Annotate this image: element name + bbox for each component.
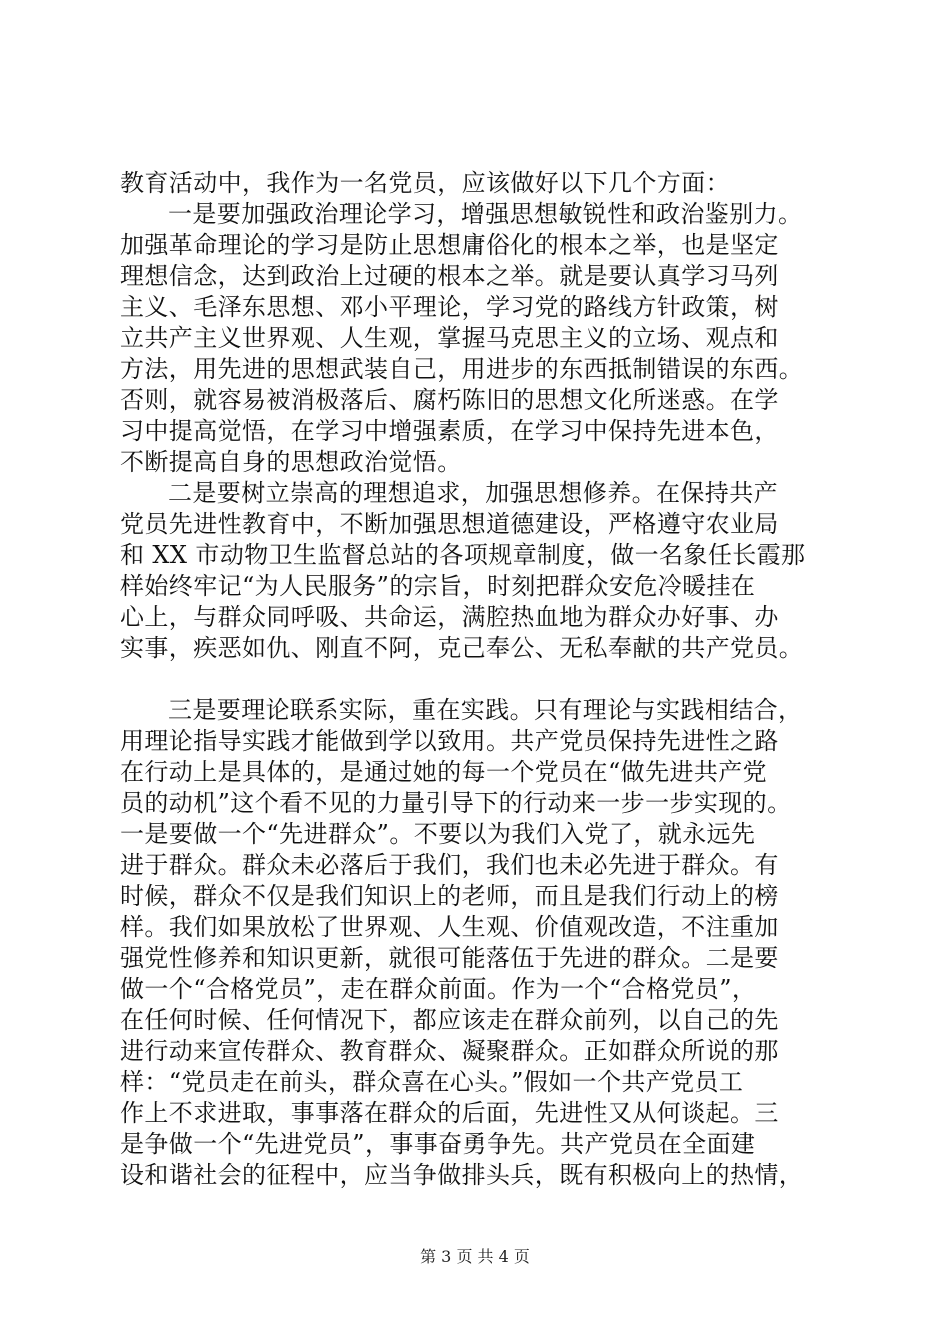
text-line: 教育活动中，我作为一名党员，应该做好以下几个方面： <box>120 169 730 197</box>
text-line: 实事，疾恶如仇、刚直不阿，克己奉公、无私奉献的共产党员。 <box>120 634 804 662</box>
text-line: 不断提高自身的思想政治觉悟。 <box>120 448 462 476</box>
text-line: 习中提高觉悟，在学习中增强素质，在学习中保持先进本色， <box>120 417 779 445</box>
text-line: 否则，就容易被消极落后、腐朽陈旧的思想文化所迷惑。在学 <box>120 386 779 414</box>
blank-line <box>120 664 840 695</box>
document-body <box>120 168 840 1191</box>
text-line: 进于群众。群众未必落后于我们，我们也未必先进于群众。有 <box>120 851 779 879</box>
page-number-footer: 第 3 页 共 4 页 <box>420 1247 530 1266</box>
text-line: 强党性修养和知识更新，就很可能落伍于先进的群众。二是要 <box>120 944 779 972</box>
text-line: 样。我们如果放松了世界观、人生观、价值观改造，不注重加 <box>120 913 779 941</box>
text-line: 是争做一个“先进党员”，事事奋勇争先。共产党员在全面建 <box>120 1130 756 1158</box>
text-line: 心上，与群众同呼吸、共命运，满腔热血地为群众办好事、办 <box>120 603 779 631</box>
paragraph-first-line: 二是要树立崇高的理想追求，加强思想修养。在保持共产 <box>168 479 778 507</box>
text-line: 样始终牢记“为人民服务”的宗旨，时刻把群众安危冷暖挂在 <box>120 572 756 600</box>
text-line: 立共产主义世界观、人生观，掌握马克思主义的立场、观点和 <box>120 324 779 352</box>
text-line: 和 XX 市动物卫生监督总站的各项规章制度，做一名象任长霞那 <box>120 541 806 569</box>
text-line: 员的动机”这个看不见的力量引导下的行动来一步一步实现的。 <box>120 789 792 817</box>
paragraph-first-line: 一是要加强政治理论学习，增强思想敏锐性和政治鉴别力。 <box>168 200 803 228</box>
text-line: 作上不求进取，事事落在群众的后面，先进性又从何谈起。三 <box>120 1099 779 1127</box>
text-line: 时候，群众不仅是我们知识上的老师，而且是我们行动上的榜 <box>120 882 779 910</box>
text-line: 用理论指导实践才能做到学以致用。共产党员保持先进性之路 <box>120 727 779 755</box>
text-line: 理想信念，达到政治上过硬的根本之举。就是要认真学习马列 <box>120 262 779 290</box>
text-line: 一是要做一个“先进群众”。不要以为我们入党了，就永远先 <box>120 820 756 848</box>
text-line: 加强革命理论的学习是防止思想庸俗化的根本之举，也是坚定 <box>120 231 779 259</box>
text-line: 党员先进性教育中，不断加强思想道德建设，严格遵守农业局 <box>120 510 779 538</box>
text-line: 在行动上是具体的，是通过她的每一个党员在“做先进共产党 <box>120 758 768 786</box>
text-line: 进行动来宣传群众、教育群众、凝聚群众。正如群众所说的那 <box>120 1037 779 1065</box>
paragraph-first-line: 三是要理论联系实际，重在实践。只有理论与实践相结合， <box>168 696 803 724</box>
text-line: 在任何时候、任何情况下，都应该走在群众前列，以自己的先 <box>120 1006 779 1034</box>
text-line: 样：“党员走在前头，群众喜在心头。”假如一个共产党员工 <box>120 1068 744 1096</box>
text-line: 主义、毛泽东思想、邓小平理论，学习党的路线方针政策，树 <box>120 293 779 321</box>
text-line: 方法，用先进的思想武装自己，用进步的东西抵制错误的东西。 <box>120 355 804 383</box>
text-line: 设和谐社会的征程中，应当争做排头兵，既有积极向上的热情， <box>120 1161 804 1189</box>
text-line: 做一个“合格党员”，走在群众前面。作为一个“合格党员”， <box>120 975 757 1003</box>
